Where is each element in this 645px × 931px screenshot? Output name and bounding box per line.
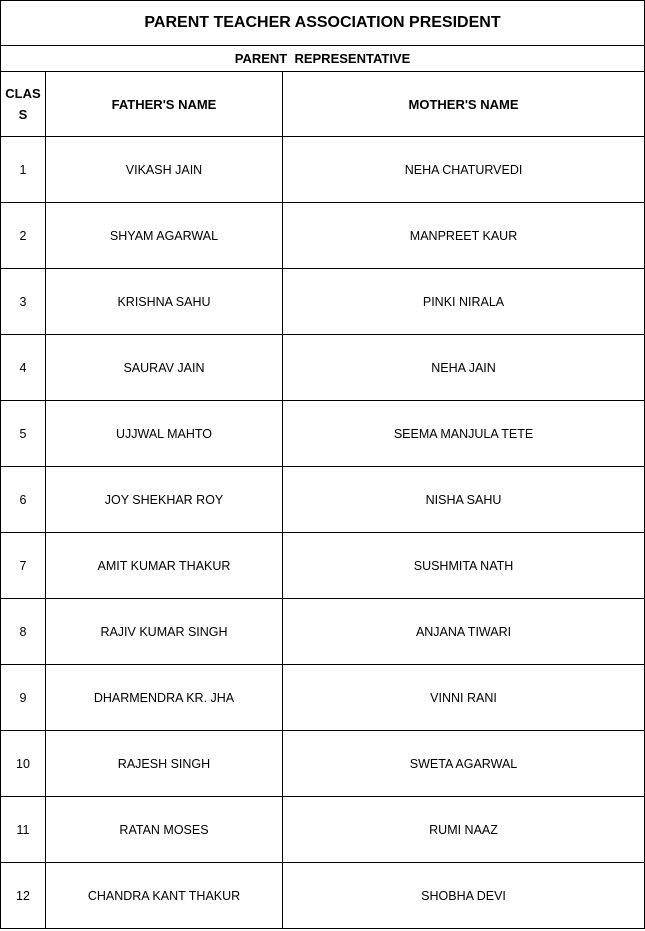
table-row xyxy=(1,599,645,665)
table-row xyxy=(1,863,645,929)
class-cell: 2 xyxy=(1,203,46,269)
class-cell: 5 xyxy=(1,401,46,467)
father-name-cell: CHANDRA KANT THAKUR xyxy=(46,863,283,929)
class-cell: 10 xyxy=(1,731,46,797)
mother-name-cell: SWETA AGARWAL xyxy=(283,731,645,797)
table-title: PARENT TEACHER ASSOCIATION PRESIDENT xyxy=(1,1,645,46)
father-name-cell: RAJIV KUMAR SINGH xyxy=(46,599,283,665)
class-cell: 12 xyxy=(1,863,46,929)
mother-name-cell: SHOBHA DEVI xyxy=(283,863,645,929)
class-cell: 7 xyxy=(1,533,46,599)
table-row xyxy=(1,203,645,269)
father-name-cell: RATAN MOSES xyxy=(46,797,283,863)
class-cell: 9 xyxy=(1,665,46,731)
father-name-cell: DHARMENDRA KR. JHA xyxy=(46,665,283,731)
father-name-cell: KRISHNA SAHU xyxy=(46,269,283,335)
subtitle-row xyxy=(1,46,645,72)
class-cell: 4 xyxy=(1,335,46,401)
father-name-cell: VIKASH JAIN xyxy=(46,137,283,203)
father-name-cell: SAURAV JAIN xyxy=(46,335,283,401)
class-cell: 8 xyxy=(1,599,46,665)
class-column-header: CLASS xyxy=(1,72,46,137)
mother-name-cell: SUSHMITA NATH xyxy=(283,533,645,599)
table-row xyxy=(1,335,645,401)
table-row xyxy=(1,467,645,533)
title-row xyxy=(1,1,645,46)
father-name-cell: RAJESH SINGH xyxy=(46,731,283,797)
mother-name-cell: RUMI NAAZ xyxy=(283,797,645,863)
mother-name-cell: MANPREET KAUR xyxy=(283,203,645,269)
table-row xyxy=(1,665,645,731)
mother-name-cell: PINKI NIRALA xyxy=(283,269,645,335)
father-name-cell: UJJWAL MAHTO xyxy=(46,401,283,467)
header-row xyxy=(1,72,645,137)
class-cell: 6 xyxy=(1,467,46,533)
class-cell: 11 xyxy=(1,797,46,863)
table-row xyxy=(1,401,645,467)
class-cell: 3 xyxy=(1,269,46,335)
father-name-cell: AMIT KUMAR THAKUR xyxy=(46,533,283,599)
mother-name-cell: SEEMA MANJULA TETE xyxy=(283,401,645,467)
mother-name-cell: NEHA CHATURVEDI xyxy=(283,137,645,203)
mother-name-cell: ANJANA TIWARI xyxy=(283,599,645,665)
table-row xyxy=(1,533,645,599)
mother-name-column-header: MOTHER'S NAME xyxy=(283,72,645,137)
mother-name-cell: NISHA SAHU xyxy=(283,467,645,533)
table-body xyxy=(1,1,645,929)
table-row xyxy=(1,269,645,335)
table-subtitle: PARENT REPRESENTATIVE xyxy=(1,46,645,72)
father-name-cell: SHYAM AGARWAL xyxy=(46,203,283,269)
table-row xyxy=(1,731,645,797)
father-name-column-header: FATHER'S NAME xyxy=(46,72,283,137)
father-name-cell: JOY SHEKHAR ROY xyxy=(46,467,283,533)
table-row xyxy=(1,137,645,203)
mother-name-cell: NEHA JAIN xyxy=(283,335,645,401)
table-row xyxy=(1,797,645,863)
mother-name-cell: VINNI RANI xyxy=(283,665,645,731)
class-cell: 1 xyxy=(1,137,46,203)
